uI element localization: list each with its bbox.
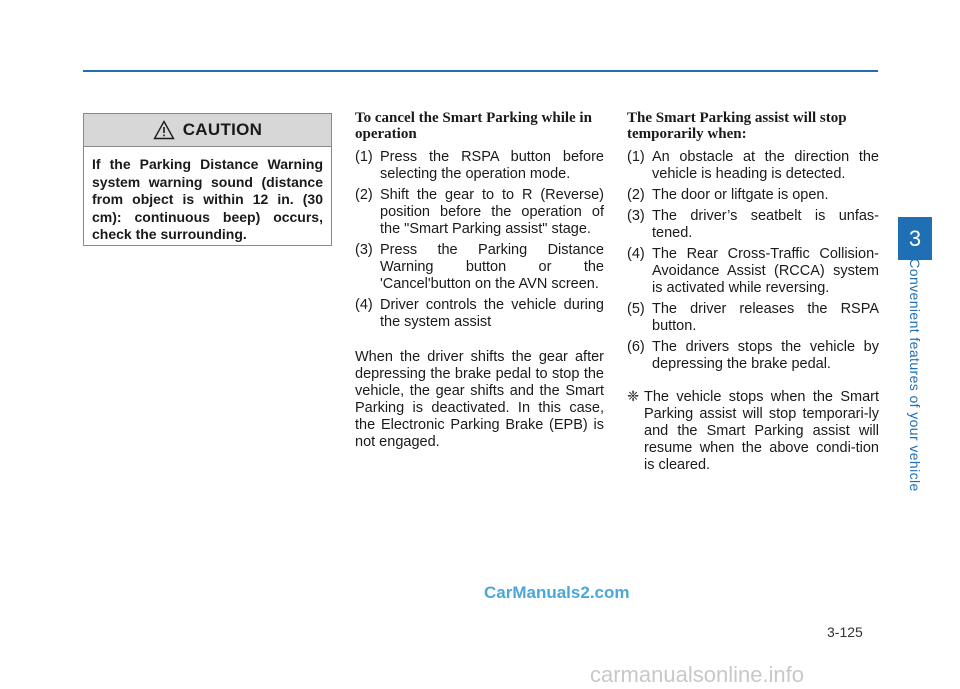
stop-steps-list [627, 149, 879, 373]
cancel-heading: To cancel the Smart Parking while in operation [355, 110, 592, 142]
step-number: (3) [355, 242, 373, 258]
step-number: (6) [627, 339, 645, 355]
step-item [355, 187, 604, 238]
step-number: (5) [627, 301, 645, 317]
stop-section [627, 111, 879, 474]
caution-box [83, 113, 332, 246]
note [627, 389, 879, 474]
step-number: (1) [627, 149, 645, 165]
step-item [355, 149, 604, 183]
cancel-steps-list [355, 149, 604, 331]
step-item [627, 208, 879, 242]
cancel-paragraph: When the driver shifts the gear after depressing the brake pedal to stop the vehicle, the gear shifts and the Smart Parking is deactivated. In this case, the Electronic Parking Brake (EPB) is not engaged. [355, 349, 604, 450]
step-number: (4) [355, 297, 373, 313]
step-number: (1) [355, 149, 373, 165]
step-text: Press the Parking Distance Warning button or the 'Cancel'button on the AVN screen. [380, 242, 604, 292]
step-text: The drivers stops the vehicle by depressing the brake pedal. [652, 339, 879, 372]
step-number: (4) [627, 246, 645, 262]
step-text: The Rear Cross-Traffic Collision-Avoidance Assist (RCCA) system is activated while reversing. [652, 246, 879, 296]
step-item [355, 242, 604, 293]
cancel-section [355, 111, 604, 451]
note-text: The vehicle stops when the Smart Parking assist will stop temporari-ly and the Smart Parking assist will resume when the above condi-tion is cleared. [644, 389, 879, 473]
step-item [627, 301, 879, 335]
footer-watermark: carmanualsonline.info [590, 662, 805, 687]
page-number: 3-125 [827, 624, 863, 640]
step-item [627, 246, 879, 297]
note-symbol-icon: ❈ [627, 389, 640, 405]
step-text: The driver releases the RSPA button. [652, 301, 879, 334]
step-number: (2) [355, 187, 373, 203]
step-text: Press the RSPA button before selecting the operation mode. [380, 149, 604, 182]
step-number: (3) [627, 208, 645, 224]
step-number: (2) [627, 187, 645, 203]
caution-title: CAUTION [182, 120, 263, 139]
step-text: Shift the gear to to R (Reverse) position before the operation of the "Smart Parking assist" stage. [380, 187, 604, 237]
chapter-tab: 3 [898, 217, 932, 260]
step-item [627, 339, 879, 373]
step-text: The door or liftgate is open. [652, 187, 829, 203]
watermark: CarManuals2.com [484, 583, 630, 602]
chapter-title: Convenient features of your vehicle [907, 258, 923, 492]
step-text: The driver’s seatbelt is unfas-tened. [652, 208, 879, 241]
warning-triangle-icon [153, 120, 175, 140]
step-item [627, 149, 879, 183]
step-item [355, 297, 604, 331]
step-text: Driver controls the vehicle during the system assist [380, 297, 604, 330]
caution-text: If the Parking Distance Warning system warning sound (distance from object is within 12 in. (30 cm): continuous beep) occurs, check the surrounding. [92, 156, 323, 242]
step-text: An obstacle at the direction the vehicle is heading is detected. [652, 149, 879, 182]
step-item [627, 187, 879, 204]
stop-heading: The Smart Parking assist will stop temporarily when: [627, 110, 847, 142]
top-rule [83, 70, 878, 72]
caution-header [84, 114, 331, 147]
